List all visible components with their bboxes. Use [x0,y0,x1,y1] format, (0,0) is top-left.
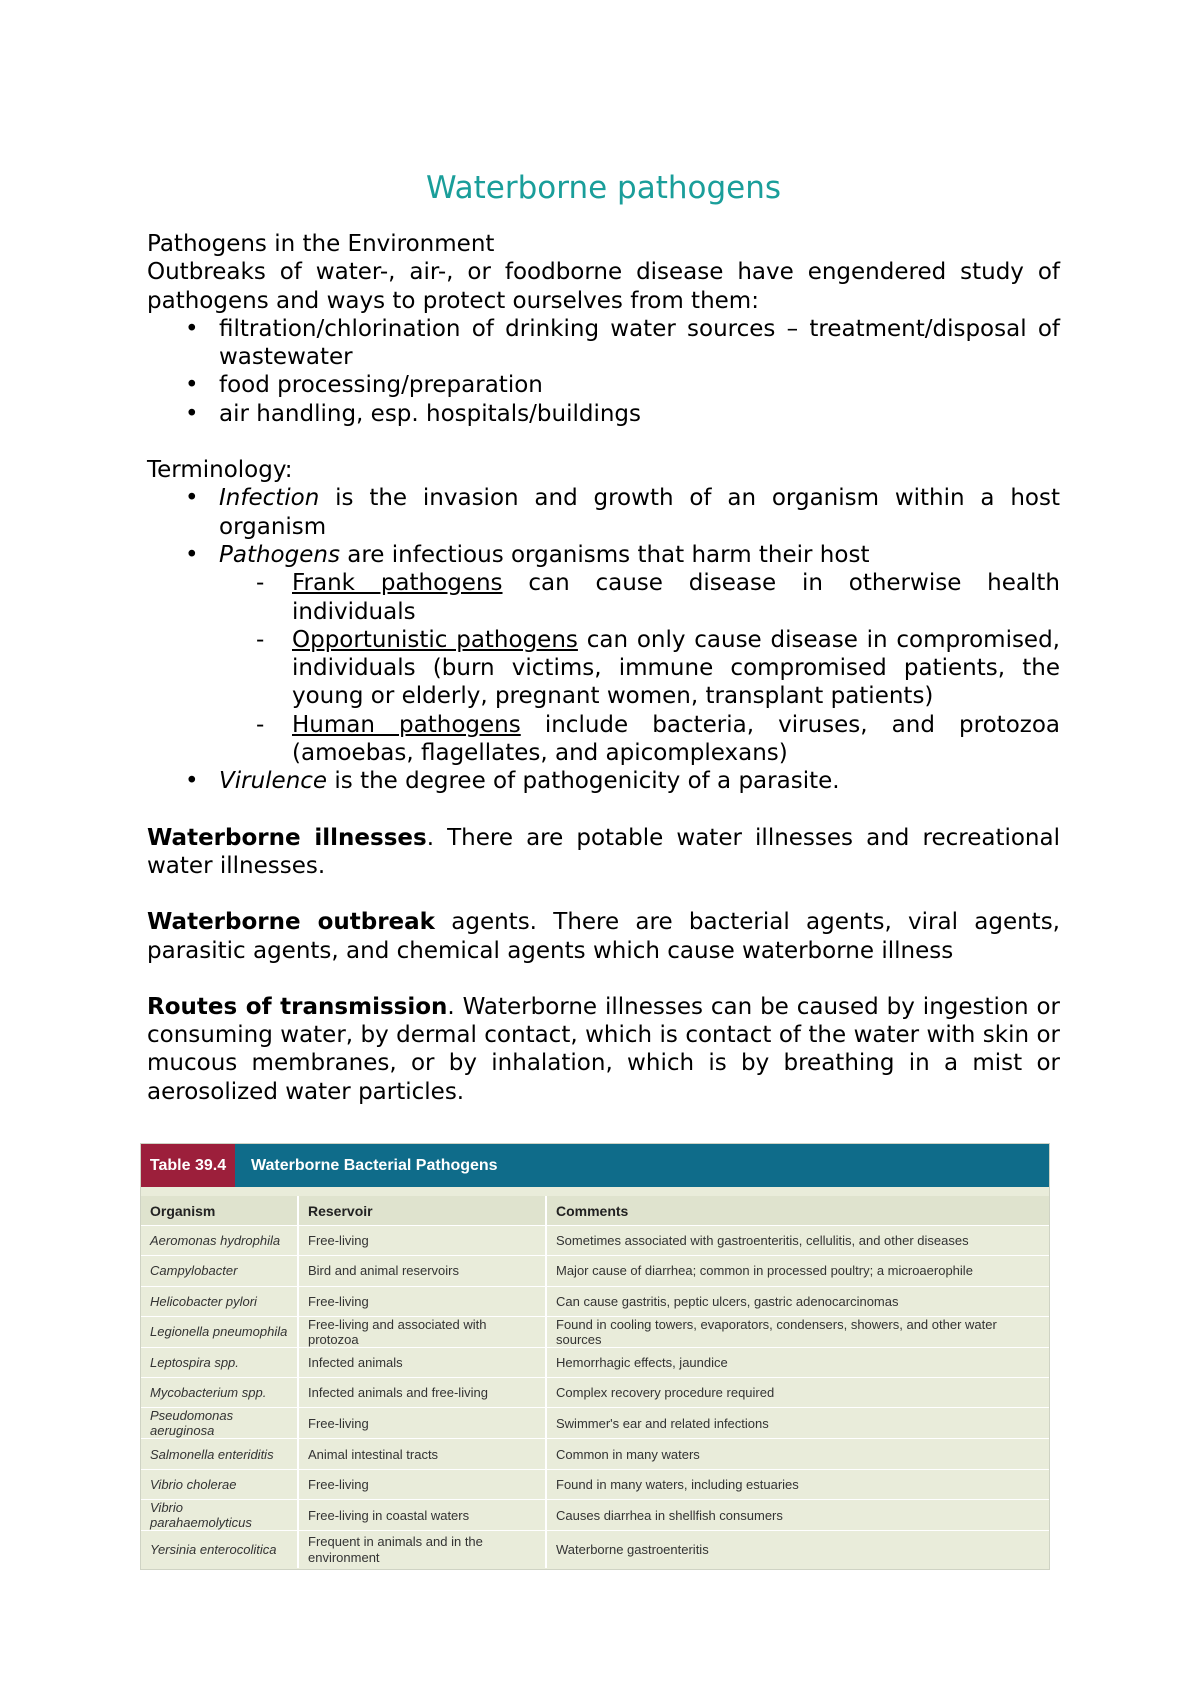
cell-reservoir: Free-living in coastal waters [298,1500,546,1531]
cell-organism: Vibrio cholerae [141,1469,298,1499]
pathogens-table [141,1196,1049,1568]
cell-comments: Common in many waters [546,1439,1049,1469]
cell-reservoir: Infected animals and free-living [298,1378,546,1408]
table-row [141,1408,1049,1439]
list-item [219,569,1060,626]
cell-organism: Leptospira spp. [141,1347,298,1377]
outbreak-text: agents. There are bacterial agents, viral agents, parasitic agents, and chemical agents which cause waterborne illness [147,909,1060,964]
list-item: • air handling, esp. hospitals/buildings [147,400,1060,428]
cell-organism: Helicobacter pylori [141,1286,298,1316]
term-pathogens: Pathogens [219,541,340,568]
cell-organism: Pseudomonas aeruginosa [141,1408,298,1439]
cell-comments: Waterborne gastroenteritis [546,1531,1049,1569]
cell-organism: Mycobacterium spp. [141,1378,298,1408]
cell-reservoir: Frequent in animals and in the environment [298,1531,546,1569]
term-virulence: Virulence [219,768,328,795]
cell-organism: Campylobacter [141,1256,298,1286]
term-frank-pathogens: Frank pathogens [292,570,503,597]
cell-organism: Vibrio parahaemolyticus [141,1500,298,1531]
cell-comments: Found in many waters, including estuaries [546,1469,1049,1499]
definition-pathogens: are infectious organisms that harm their host [339,541,870,568]
term-human-pathogens: Human pathogens [292,711,521,738]
illnesses-text: . There are potable water illnesses and recreational water illnesses. [147,824,1060,879]
table-row [141,1439,1049,1469]
cell-reservoir: Bird and animal reservoirs [298,1256,546,1286]
table-header-row [141,1196,1049,1226]
table-row [141,1286,1049,1316]
table-header-bar [141,1144,1049,1187]
cell-reservoir: Free-living [298,1226,546,1256]
cell-comments: Swimmer's ear and related infections [546,1408,1049,1439]
term-waterborne-outbreak: Waterborne outbreak [147,909,435,936]
section-heading-environment: Pathogens in the Environment [147,231,495,257]
definition-opportunistic-pathogens: can only cause disease in compromised, individuals (burn victims, immune compromised patients, the young or elderly, pregnant women, transplant patients) [292,626,1060,710]
cell-organism: Salmonella enteriditis [141,1439,298,1469]
list-item-virulence [147,767,1060,795]
term-routes-of-transmission: Routes of transmission [147,993,448,1020]
cell-organism: Aeromonas hydrophila [141,1226,298,1256]
table-row [141,1469,1049,1499]
list-item: • food processing/preparation [147,371,1060,399]
term-waterborne-illnesses: Waterborne illnesses [147,824,427,851]
document-body [147,168,1060,1106]
cell-comments: Complex recovery procedure required [546,1378,1049,1408]
cell-reservoir: Infected animals [298,1347,546,1377]
cell-organism: Legionella pneumophila [141,1316,298,1347]
intro-paragraph: Outbreaks of water-, air-, or foodborne disease have engendered study of pathogens and ways to protect ourselves from them: [147,259,1060,314]
table-caption: Waterborne Bacterial Pathogens [251,1156,498,1174]
table-row [141,1316,1049,1347]
cell-comments: Can cause gastritis, peptic ulcers, gastric adenocarcinomas [546,1286,1049,1316]
protection-list [147,315,1060,428]
table-body [141,1226,1049,1569]
list-item-pathogens [147,541,1060,767]
term-infection: Infection [219,485,320,512]
table-row [141,1347,1049,1377]
outbreak-paragraph [147,908,1060,965]
bacterial-pathogens-table-figure [140,1143,1050,1570]
table-row [141,1378,1049,1408]
cell-comments: Sometimes associated with gastroenteritis, cellulitis, and other diseases [546,1226,1049,1256]
terminology-list [147,484,1060,795]
cell-comments: Major cause of diarrhea; common in processed poultry; a microaerophile [546,1256,1049,1286]
definition-infection: is the invasion and growth of an organism within a host organism [219,485,1060,540]
definition-human-pathogens: include bacteria, viruses, and protozoa (amoebas, flagellates, and apicomplexans) [292,711,1061,767]
list-item: • filtration/chlorination of drinking water sources – treatment/disposal of wastewater [147,315,1060,372]
column-header-organism: Organism [141,1196,298,1226]
routes-text: . Waterborne illnesses can be caused by ingestion or consuming water, by dermal contact, which is contact of the water with skin or mucous membranes, or by inhalation, which is by breathing in a mist or aerosolized water particles. [147,993,1060,1105]
cell-reservoir: Free-living [298,1286,546,1316]
list-item [219,626,1060,711]
cell-comments: Hemorrhagic effects, jaundice [546,1347,1049,1377]
routes-paragraph [147,993,1060,1106]
list-item [219,711,1060,768]
page-title: Waterborne pathogens [425,170,782,206]
cell-comments: Causes diarrhea in shellfish consumers [546,1500,1049,1531]
definition-virulence: is the degree of pathogenicity of a parasite. [327,768,840,795]
cell-reservoir: Free-living [298,1408,546,1439]
cell-reservoir: Free-living and associated with protozoa [298,1316,546,1347]
cell-reservoir: Free-living [298,1469,546,1499]
table-row [141,1256,1049,1286]
term-opportunistic-pathogens: Opportunistic pathogens [292,626,578,653]
definition-frank-pathogens: can cause disease in otherwise health individuals [292,570,1060,625]
table-row [141,1226,1049,1256]
column-header-reservoir: Reservoir [298,1196,546,1226]
cell-comments: Found in cooling towers, evaporators, condensers, showers, and other water sources [546,1316,1049,1347]
table-row [141,1500,1049,1531]
cell-reservoir: Animal intestinal tracts [298,1439,546,1469]
cell-organism: Yersinia enterocolitica [141,1531,298,1569]
table-number: Table 39.4 [141,1144,235,1187]
column-header-comments: Comments [546,1196,1049,1226]
section-heading-terminology: Terminology: [147,457,293,484]
pathogen-types-list [219,569,1060,767]
table-row [141,1531,1049,1569]
illnesses-paragraph [147,824,1060,881]
list-item-infection [147,484,1060,541]
